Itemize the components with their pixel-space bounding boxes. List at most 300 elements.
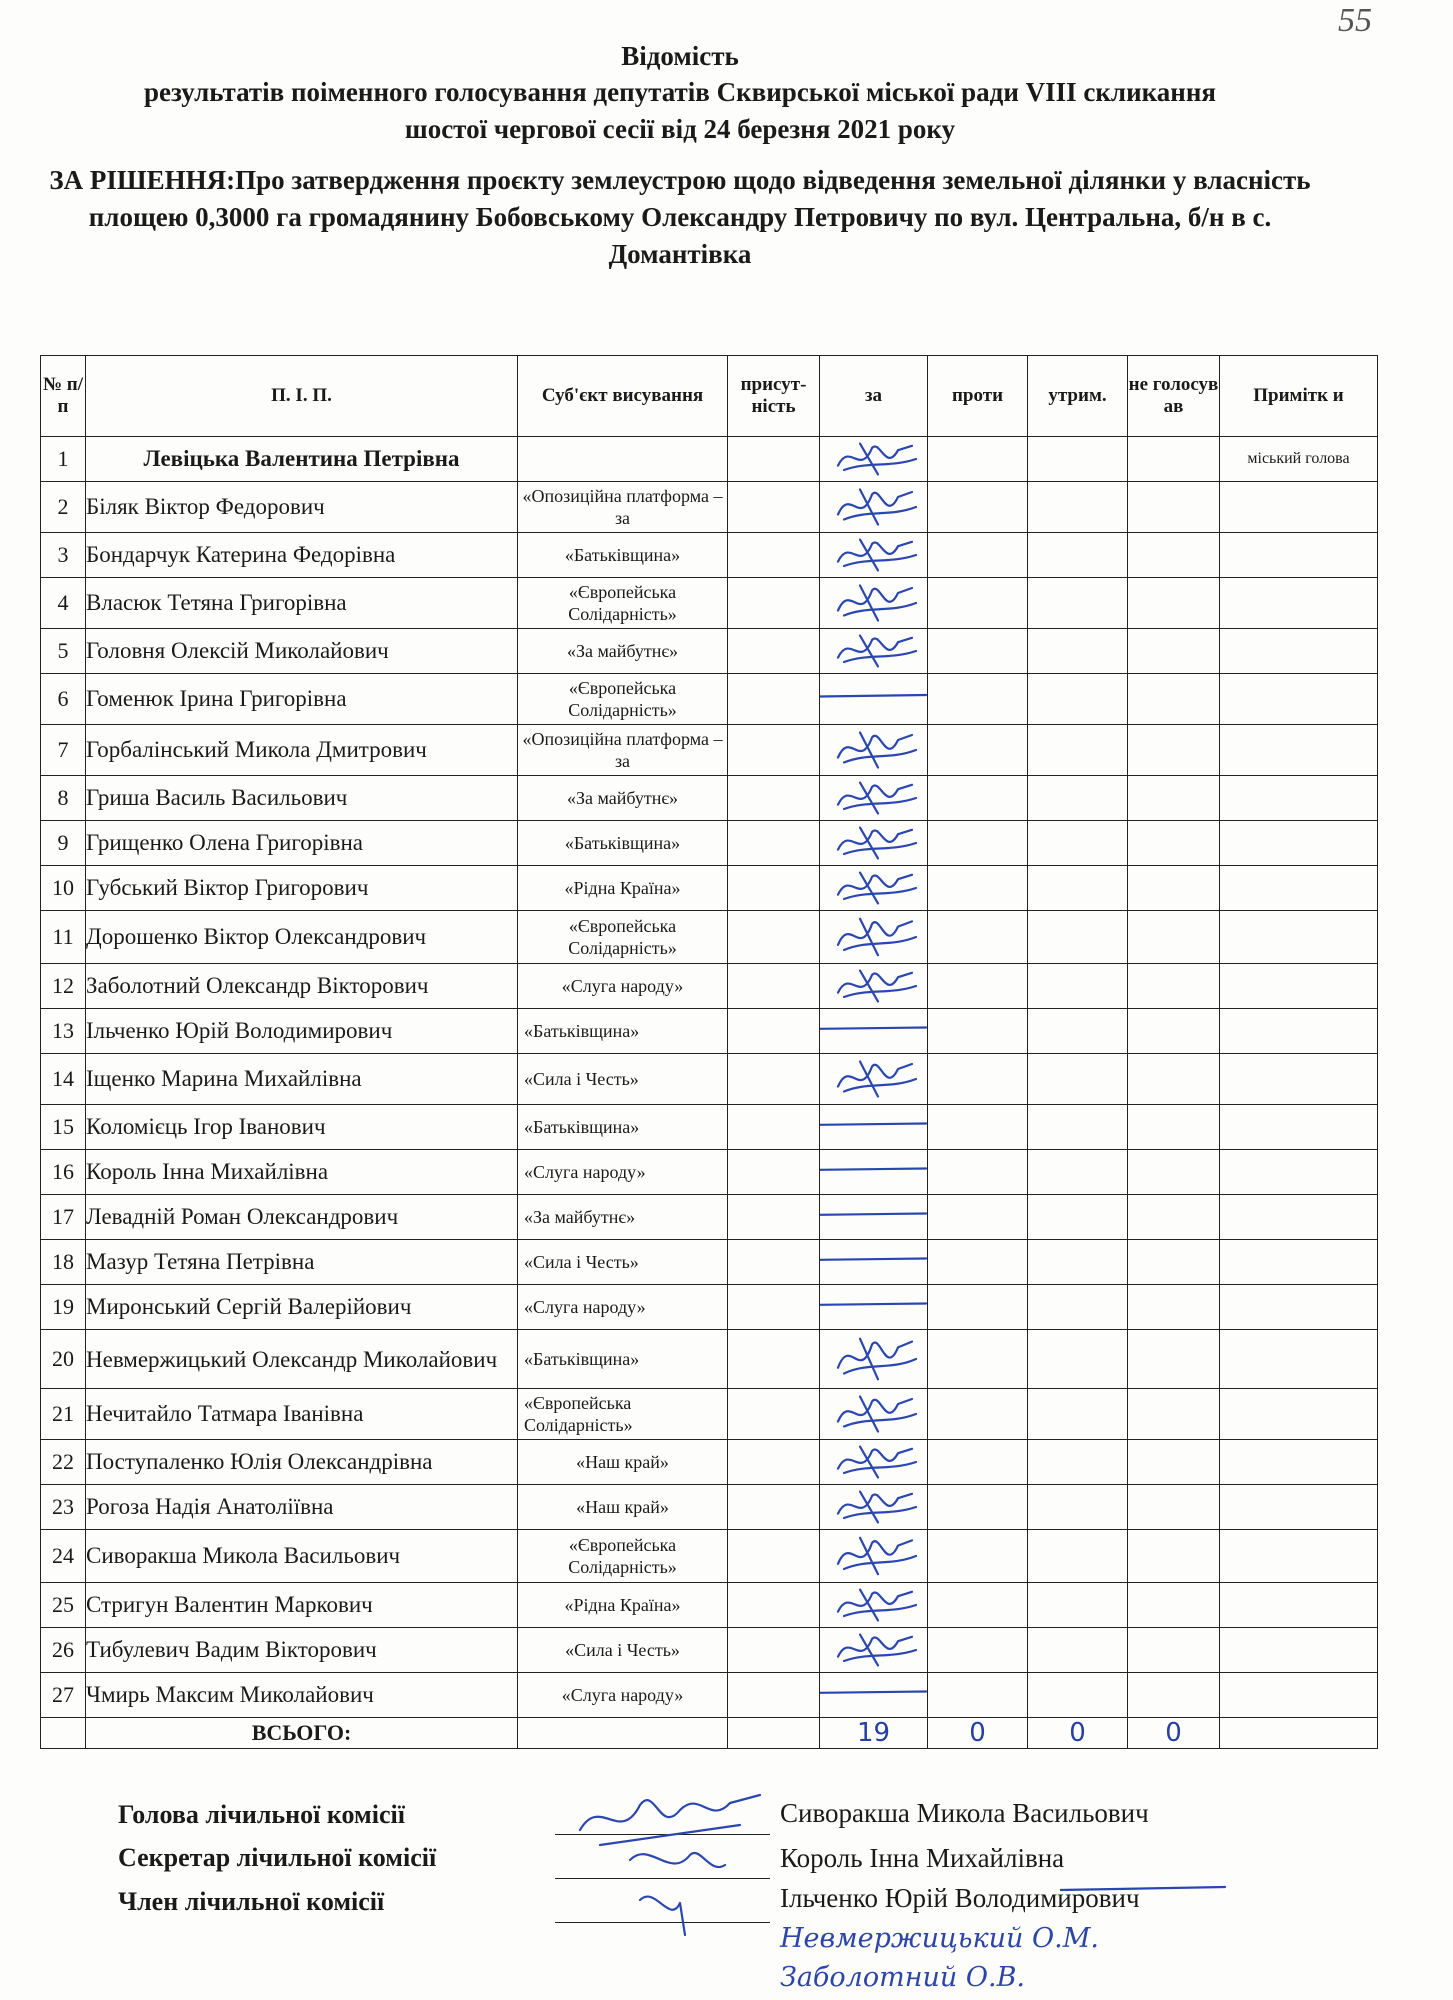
vote-for-cell [820, 1628, 928, 1673]
row-number: 14 [41, 1054, 86, 1105]
not-voted-cell [1128, 1150, 1220, 1195]
present-cell [728, 1285, 820, 1330]
row-number: 9 [41, 821, 86, 866]
present-cell [728, 821, 820, 866]
document-header [30, 38, 1330, 273]
vote-for-cell [820, 1009, 928, 1054]
deputy-party: «Сила і Честь» [518, 1628, 728, 1673]
note-cell [1220, 1105, 1378, 1150]
vote-against-cell [928, 1195, 1028, 1240]
signature-ink [820, 578, 928, 628]
deputy-party: «Батьківщина» [518, 1105, 728, 1150]
note-cell [1220, 533, 1378, 578]
not-voted-cell [1128, 1530, 1220, 1583]
vote-abstain-cell [1028, 578, 1128, 629]
deputy-name: Невмержицький Олександр Миколайович [86, 1330, 518, 1389]
signature-line [555, 1834, 770, 1835]
not-voted-cell [1128, 821, 1220, 866]
present-cell [728, 1054, 820, 1105]
vote-abstain-cell [1028, 1440, 1128, 1485]
commission-member-name: Ільченко Юрій Володимирович [780, 1883, 1140, 1913]
vote-abstain-cell [1028, 1330, 1128, 1389]
deputy-name: Поступаленко Юлія Олександрівна [86, 1440, 518, 1485]
total-empty-cell [518, 1718, 728, 1749]
row-number: 24 [41, 1530, 86, 1583]
row-number: 10 [41, 866, 86, 911]
not-voted-cell [1128, 1389, 1220, 1440]
note-cell: міський голова [1220, 437, 1378, 482]
vote-abstain-cell [1028, 776, 1128, 821]
table-row [41, 821, 1378, 866]
col-header-not-voted: не голосув ав [1128, 356, 1220, 437]
table-row [41, 629, 1378, 674]
note-cell [1220, 821, 1378, 866]
vote-against-cell [928, 1240, 1028, 1285]
vote-for-cell [820, 1150, 928, 1195]
table-row [41, 674, 1378, 725]
not-voted-cell [1128, 1485, 1220, 1530]
present-cell [728, 1485, 820, 1530]
handwritten-member-name: Заболотний О.В. [780, 1962, 1025, 1993]
commission-secretary-role: Секретар лічильної комісії [118, 1843, 437, 1872]
note-cell [1220, 1150, 1378, 1195]
note-cell [1220, 866, 1378, 911]
note-cell [1220, 1485, 1378, 1530]
commission-chair-role: Голова лічильної комісії [118, 1800, 405, 1829]
dash-ink [820, 1673, 928, 1717]
vote-abstain-cell [1028, 1054, 1128, 1105]
vote-abstain-cell [1028, 674, 1128, 725]
total-not-voted-value: 0 [1165, 1718, 1182, 1748]
signature-ink [820, 629, 928, 673]
deputy-name: Нечитайло Татмара Іванівна [86, 1389, 518, 1440]
deputy-name: Мазур Тетяна Петрівна [86, 1240, 518, 1285]
vote-abstain-cell [1028, 964, 1128, 1009]
document-subtitle: результатів поіменного голосування депутатів Сквирської міської ради VIII скликання [143, 77, 1217, 107]
vote-against-cell [928, 1105, 1028, 1150]
not-voted-cell [1128, 1583, 1220, 1628]
vote-abstain-cell [1028, 1583, 1128, 1628]
present-cell [728, 578, 820, 629]
deputy-party: «Опозиційна платформа – за [518, 482, 728, 533]
commission-chair-name: Сиворакша Микола Васильович [780, 1798, 1149, 1828]
vote-against-cell [928, 1054, 1028, 1105]
deputy-name: Головня Олексій Миколайович [86, 629, 518, 674]
present-cell [728, 1628, 820, 1673]
vote-against-cell [928, 578, 1028, 629]
deputy-name: Бондарчук Катерина Федорівна [86, 533, 518, 578]
vote-for-cell [820, 776, 928, 821]
note-cell [1220, 1530, 1378, 1583]
table-row [41, 1195, 1378, 1240]
vote-abstain-cell [1028, 1195, 1128, 1240]
present-cell [728, 674, 820, 725]
signature-ink [820, 776, 928, 820]
deputy-party: «За майбутнє» [518, 629, 728, 674]
signature-line [555, 1878, 770, 1879]
vote-against-cell [928, 1009, 1028, 1054]
deputy-name: Горбалінський Микола Дмитрович [86, 725, 518, 776]
vote-for-cell [820, 964, 928, 1009]
deputy-party: «Сила і Честь» [518, 1240, 728, 1285]
table-row [41, 1009, 1378, 1054]
table-row [41, 1240, 1378, 1285]
not-voted-cell [1128, 674, 1220, 725]
vote-against-cell [928, 1285, 1028, 1330]
col-header-party: Суб'єкт висування [518, 356, 728, 437]
present-cell [728, 1105, 820, 1150]
deputy-party: «За майбутнє» [518, 776, 728, 821]
note-cell [1220, 1583, 1378, 1628]
vote-for-cell [820, 1285, 928, 1330]
not-voted-cell [1128, 911, 1220, 964]
table-row [41, 1105, 1378, 1150]
vote-against-cell [928, 866, 1028, 911]
vote-for-cell [820, 1673, 928, 1718]
signature-line [555, 1922, 770, 1923]
not-voted-cell [1128, 776, 1220, 821]
signature-ink [820, 821, 928, 865]
not-voted-cell [1128, 1285, 1220, 1330]
deputy-name: Стригун Валентин Маркович [86, 1583, 518, 1628]
vote-against-cell [928, 911, 1028, 964]
table-row [41, 1389, 1378, 1440]
deputy-name: Біляк Віктор Федорович [86, 482, 518, 533]
present-cell [728, 776, 820, 821]
vote-for-cell [820, 1240, 928, 1285]
vote-abstain-cell [1028, 1485, 1128, 1530]
deputy-name: Дорошенко Віктор Олександрович [86, 911, 518, 964]
decision-text: ЗА РІШЕННЯ:Про затвердження проєкту землеустрою щодо відведення земельної ділянки у власність площею 0,3000 га громадянину Бобовському Олександру Петровичу по вул. Центральна, б/н в с. Домантівка [49, 165, 1311, 269]
vote-abstain-cell [1028, 1240, 1128, 1285]
row-number: 20 [41, 1330, 86, 1389]
deputy-party: «Батьківщина» [518, 821, 728, 866]
table-row [41, 1054, 1378, 1105]
not-voted-cell [1128, 1009, 1220, 1054]
vote-abstain-cell [1028, 1530, 1128, 1583]
deputy-party: «Рідна Країна» [518, 866, 728, 911]
row-number: 15 [41, 1105, 86, 1150]
row-number: 23 [41, 1485, 86, 1530]
present-cell [728, 1673, 820, 1718]
table-row [41, 1285, 1378, 1330]
not-voted-cell [1128, 1054, 1220, 1105]
deputy-name: Сиворакша Микола Васильович [86, 1530, 518, 1583]
vote-for-cell [820, 1195, 928, 1240]
vote-abstain-cell [1028, 533, 1128, 578]
vote-against-cell [928, 629, 1028, 674]
vote-for-cell [820, 629, 928, 674]
vote-for-cell [820, 725, 928, 776]
deputy-name: Гоменюк Ірина Григорівна [86, 674, 518, 725]
deputy-party: «Батьківщина» [518, 533, 728, 578]
row-number: 1 [41, 437, 86, 482]
table-row [41, 1150, 1378, 1195]
vote-for-cell [820, 1583, 928, 1628]
vote-abstain-cell [1028, 866, 1128, 911]
not-voted-cell [1128, 1105, 1220, 1150]
row-number: 8 [41, 776, 86, 821]
dash-ink [820, 674, 928, 724]
deputy-party: «Слуга народу» [518, 964, 728, 1009]
vote-against-cell [928, 533, 1028, 578]
deputy-party: «Слуга народу» [518, 1150, 728, 1195]
vote-abstain-cell [1028, 911, 1128, 964]
row-number: 26 [41, 1628, 86, 1673]
deputy-name: Тибулевич Вадим Вікторович [86, 1628, 518, 1673]
deputy-name: Левадній Роман Олександрович [86, 1195, 518, 1240]
deputy-party: «Батьківщина» [518, 1330, 728, 1389]
vote-for-cell [820, 437, 928, 482]
not-voted-cell [1128, 437, 1220, 482]
col-header-for: за [820, 356, 928, 437]
row-number: 12 [41, 964, 86, 1009]
vote-for-cell [820, 1485, 928, 1530]
table-row [41, 1628, 1378, 1673]
table-row [41, 533, 1378, 578]
vote-abstain-cell [1028, 482, 1128, 533]
total-row [41, 1718, 1378, 1749]
vote-for-cell [820, 1440, 928, 1485]
note-cell [1220, 1628, 1378, 1673]
note-cell [1220, 776, 1378, 821]
table-row [41, 1485, 1378, 1530]
vote-abstain-cell [1028, 437, 1128, 482]
total-abstain [1028, 1718, 1128, 1749]
not-voted-cell [1128, 1673, 1220, 1718]
vote-table [40, 355, 1378, 1749]
commission-secretary-name: Король Інна Михайлівна [780, 1843, 1065, 1873]
note-cell [1220, 1054, 1378, 1105]
deputy-name: Король Інна Михайлівна [86, 1150, 518, 1195]
vote-for-cell [820, 533, 928, 578]
vote-against-cell [928, 1485, 1028, 1530]
present-cell [728, 866, 820, 911]
not-voted-cell [1128, 1440, 1220, 1485]
note-cell [1220, 964, 1378, 1009]
col-header-note: Примітк и [1220, 356, 1378, 437]
table-header-row [41, 356, 1378, 437]
total-against [928, 1718, 1028, 1749]
vote-for-cell [820, 674, 928, 725]
row-number: 22 [41, 1440, 86, 1485]
table-row [41, 964, 1378, 1009]
row-number: 11 [41, 911, 86, 964]
signature-ink [820, 1530, 928, 1582]
document-title: Відомість [621, 41, 739, 71]
table-row [41, 1673, 1378, 1718]
vote-abstain-cell [1028, 1105, 1128, 1150]
vote-against-cell [928, 964, 1028, 1009]
note-cell [1220, 1195, 1378, 1240]
vote-abstain-cell [1028, 1628, 1128, 1673]
vote-abstain-cell [1028, 725, 1128, 776]
not-voted-cell [1128, 578, 1220, 629]
vote-for-cell [820, 482, 928, 533]
dash-ink [820, 1150, 928, 1194]
deputy-party: «Батьківщина» [518, 1009, 728, 1054]
deputy-name: Чмирь Максим Миколайович [86, 1673, 518, 1718]
vote-for-cell [820, 1389, 928, 1440]
signature-ink [820, 1330, 928, 1388]
vote-against-cell [928, 1330, 1028, 1389]
deputy-party: «Європейська Солідарність» [518, 578, 728, 629]
vote-against-cell [928, 1389, 1028, 1440]
vote-for-cell [820, 821, 928, 866]
note-cell [1220, 1285, 1378, 1330]
note-cell [1220, 911, 1378, 964]
note-cell [1220, 1673, 1378, 1718]
dash-ink [820, 1240, 928, 1284]
present-cell [728, 1389, 820, 1440]
note-cell [1220, 578, 1378, 629]
row-number: 16 [41, 1150, 86, 1195]
row-number: 7 [41, 725, 86, 776]
session-line: шостої чергової сесії від 24 березня 2021 року [404, 114, 956, 144]
not-voted-cell [1128, 866, 1220, 911]
not-voted-cell [1128, 1195, 1220, 1240]
deputy-party: «Європейська Солідарність» [518, 911, 728, 964]
note-cell [1220, 1240, 1378, 1285]
vote-against-cell [928, 1628, 1028, 1673]
table-row [41, 437, 1378, 482]
handwritten-member-name: Невмержицький О.М. [780, 1923, 1099, 1954]
signature-ink [820, 437, 928, 481]
deputy-party: «Європейська Солідарність» [518, 1530, 728, 1583]
deputy-name: Левіцька Валентина Петрівна [86, 437, 518, 482]
deputy-name: Коломієць Ігор Іванович [86, 1105, 518, 1150]
signature-ink [820, 1440, 928, 1484]
signature-ink [820, 725, 928, 775]
dash-ink [820, 1195, 928, 1239]
present-cell [728, 1009, 820, 1054]
signature-ink [820, 482, 928, 532]
deputy-name: Заболотний Олександр Вікторович [86, 964, 518, 1009]
signature-ink [820, 1583, 928, 1627]
deputy-name: Губський Віктор Григорович [86, 866, 518, 911]
deputy-party: «Європейська Солідарність» [518, 1389, 728, 1440]
deputy-name: Іщенко Марина Михайлівна [86, 1054, 518, 1105]
deputy-name: Грищенко Олена Григорівна [86, 821, 518, 866]
vote-against-cell [928, 776, 1028, 821]
vote-abstain-cell [1028, 821, 1128, 866]
signature-ink [820, 1389, 928, 1439]
present-cell [728, 482, 820, 533]
dash-ink [820, 1009, 928, 1053]
deputy-name: Власюк Тетяна Григорівна [86, 578, 518, 629]
note-cell [1220, 725, 1378, 776]
total-abstain-value: 0 [1069, 1718, 1086, 1748]
total-empty-cell [728, 1718, 820, 1749]
deputy-party: «Європейська Солідарність» [518, 674, 728, 725]
total-not-voted [1128, 1718, 1220, 1749]
signature-ink [820, 964, 928, 1008]
present-cell [728, 911, 820, 964]
table-row [41, 866, 1378, 911]
row-number: 18 [41, 1240, 86, 1285]
present-cell [728, 1530, 820, 1583]
row-number: 3 [41, 533, 86, 578]
vote-for-cell [820, 1054, 928, 1105]
vote-abstain-cell [1028, 1009, 1128, 1054]
note-cell [1220, 629, 1378, 674]
vote-for-cell [820, 911, 928, 964]
vote-against-cell [928, 1150, 1028, 1195]
note-cell [1220, 482, 1378, 533]
vote-against-cell [928, 482, 1028, 533]
total-empty-cell [41, 1718, 86, 1749]
deputy-party: «Слуга народу» [518, 1285, 728, 1330]
total-for [820, 1718, 928, 1749]
table-row [41, 578, 1378, 629]
dash-ink [820, 1285, 928, 1329]
present-cell [728, 1240, 820, 1285]
vote-abstain-cell [1028, 629, 1128, 674]
vote-for-cell [820, 866, 928, 911]
row-number: 27 [41, 1673, 86, 1718]
deputy-name: Ільченко Юрій Володимирович [86, 1009, 518, 1054]
vote-abstain-cell [1028, 1285, 1128, 1330]
present-cell [728, 533, 820, 578]
present-cell [728, 629, 820, 674]
deputy-name: Гриша Василь Васильович [86, 776, 518, 821]
present-cell [728, 725, 820, 776]
not-voted-cell [1128, 629, 1220, 674]
row-number: 5 [41, 629, 86, 674]
table-row [41, 1583, 1378, 1628]
not-voted-cell [1128, 964, 1220, 1009]
signature-ink [820, 1054, 928, 1104]
not-voted-cell [1128, 1330, 1220, 1389]
vote-abstain-cell [1028, 1150, 1128, 1195]
not-voted-cell [1128, 1628, 1220, 1673]
row-number: 25 [41, 1583, 86, 1628]
present-cell [728, 1150, 820, 1195]
signature-ink [820, 1485, 928, 1529]
table-row [41, 1530, 1378, 1583]
row-number: 6 [41, 674, 86, 725]
signature-ink [820, 1628, 928, 1672]
total-empty-cell [1220, 1718, 1378, 1749]
signature-ink [820, 911, 928, 963]
deputy-party: «Опозиційна платформа – за [518, 725, 728, 776]
vote-against-cell [928, 674, 1028, 725]
col-header-against: проти [928, 356, 1028, 437]
vote-for-cell [820, 1330, 928, 1389]
col-header-num: № п/п [41, 356, 86, 437]
note-cell [1220, 1440, 1378, 1485]
total-against-value: 0 [969, 1718, 986, 1748]
row-number: 4 [41, 578, 86, 629]
table-row [41, 725, 1378, 776]
vote-abstain-cell [1028, 1389, 1128, 1440]
note-cell [1220, 1009, 1378, 1054]
vote-against-cell [928, 437, 1028, 482]
present-cell [728, 964, 820, 1009]
vote-abstain-cell [1028, 1673, 1128, 1718]
not-voted-cell [1128, 482, 1220, 533]
present-cell [728, 437, 820, 482]
vote-against-cell [928, 1530, 1028, 1583]
note-cell [1220, 1330, 1378, 1389]
present-cell [728, 1440, 820, 1485]
row-number: 13 [41, 1009, 86, 1054]
row-number: 19 [41, 1285, 86, 1330]
commission-member-role: Член лічильної комісії [118, 1887, 385, 1916]
row-number: 17 [41, 1195, 86, 1240]
present-cell [728, 1330, 820, 1389]
dash-ink [820, 1105, 928, 1149]
